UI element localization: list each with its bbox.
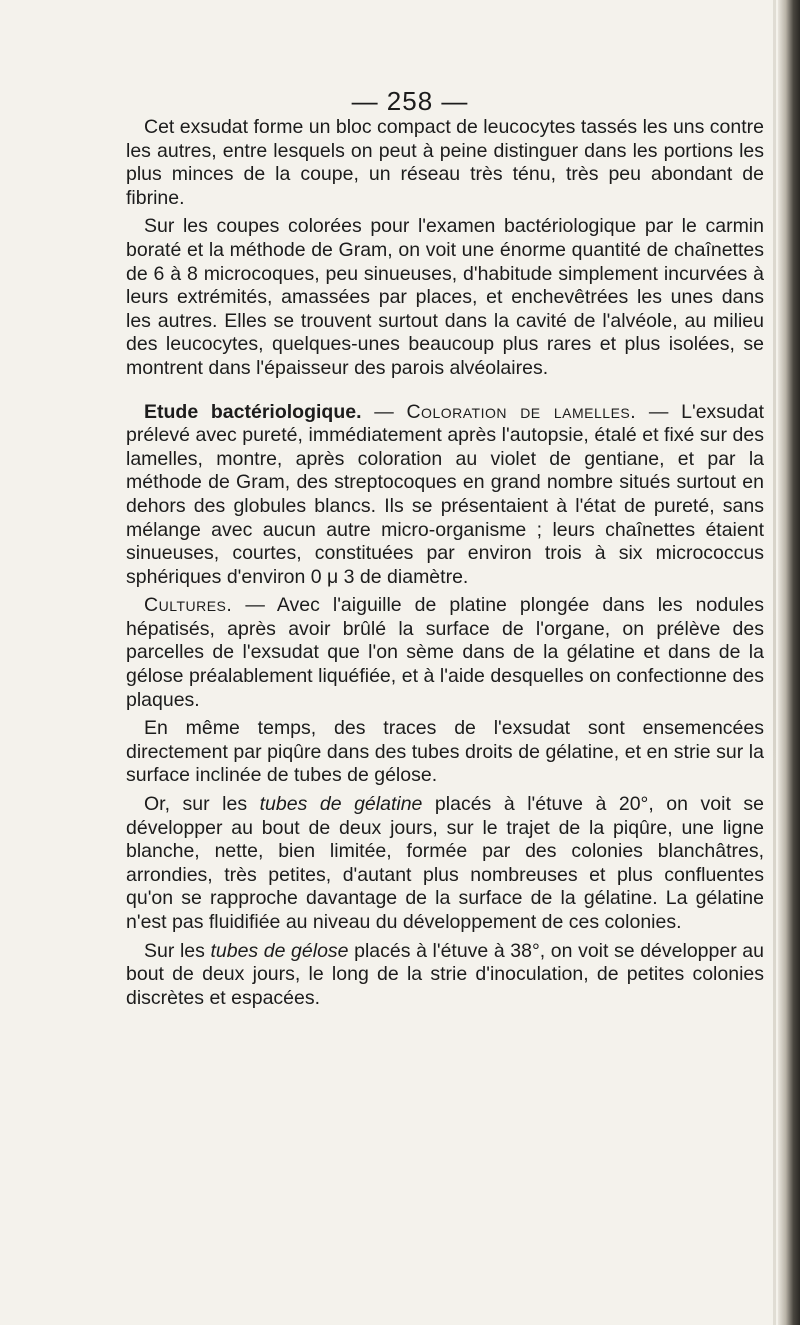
section-heading: Etude bactériologique. — [144, 400, 362, 423]
page-number: — 258 — — [351, 86, 469, 116]
paragraph-meme-temps: En même temps, des traces de l'exsudat sont ensemencées directement par piqûre dans des tubes droits de gélatine, et en strie sur la surface inclinée de tubes de gélose. — [126, 717, 764, 787]
paragraph-body: — Avec l'aiguille de platine plongée dans les nodules hépatisés, après avoir brûlé la surface de l'organe, on prélève des parcelles de l'exsudat que l'on sème dans de la gélatine et dans de la gélose préalablement liquéfiée, et à l'aide desquelles on confectionne des plaques. — [126, 594, 764, 711]
paragraph-coupes-colorees: Sur les coupes colorées pour l'examen bactériologique par le carmin boraté et la méthode de Gram, on voit une énorme quantité de chaînettes de 6 à 8 microcoques, peu sinueuses, d'habitude simplement incurvées à leurs extrémités, amassées par places, et enchevêtrées les unes dans les autres. Elles se trouvent surtout dans la cavité de l'alvéole, au milieu des leucocytes, quelques-unes beaucoup plus rares et plus isolées, se montrent dans l'épaisseur des parois alvéolaires. — [126, 215, 764, 379]
subsection-heading: Coloration de lamelles. — [406, 400, 637, 423]
italic-term: tubes de gélatine — [259, 793, 423, 816]
paragraph-tubes-gelatine — [126, 793, 764, 935]
page-edge — [778, 0, 800, 1325]
heading-separator: — — [361, 400, 407, 423]
text-run: placés à l'étuve à 20°, on voit se développer au bout de deux jours, sur le trajet de la piqûre, une ligne blanche, nette, bien limitée, formée par des colonies blanchâtres, arrondies, très petites, d'autant plus nombreuses et plus confluentes qu'on se rapproche davantage de la surface de la gélatine. La gélatine n'est pas fluidifiée au niveau du développement de ces colonies. — [126, 793, 764, 933]
paragraph-exsudat: Cet exsudat forme un bloc compact de leucocytes tassés les uns contre les autres, entre lesquels on peut à peine distinguer dans les portions les plus minces de la coupe, un réseau très ténu, très peu abondant de fibrine. — [126, 116, 764, 209]
subheading-separator: — — [636, 400, 682, 423]
text-run: Or, sur les — [144, 793, 260, 816]
body-text — [126, 116, 764, 1015]
text-run: placés à l'étuve à 38°, on voit se développer au bout de deux jours, le long de la strie d'inoculation, de petites colonies discrètes et espacées. — [126, 939, 764, 1009]
paragraph-body: L'exsudat prélevé avec pureté, immédiatement après l'autopsie, étalé et fixé sur des lamelles, montre, après coloration au violet de gentiane, et par la méthode de Gram, des streptocoques en grand nombre situés surtout en dehors des globules blancs. Ils se présentaient à l'état de pureté, sans mélange avec aucun autre micro-organisme ; leurs chaînettes étaient sinueuses, courtes, constituées par environ trois à six micrococcus sphériques d'environ 0 μ 3 de diamètre. — [126, 400, 765, 588]
paragraph-cultures — [126, 594, 764, 712]
italic-term: tubes de gélose — [210, 939, 349, 962]
text-run: Sur les — [144, 939, 211, 962]
subsection-heading: Cultures. — [144, 594, 233, 617]
paragraph-tubes-gelose — [126, 940, 764, 1011]
paragraph-etude-bacteriologique — [126, 401, 764, 590]
page-fold-shadow — [773, 0, 776, 1325]
